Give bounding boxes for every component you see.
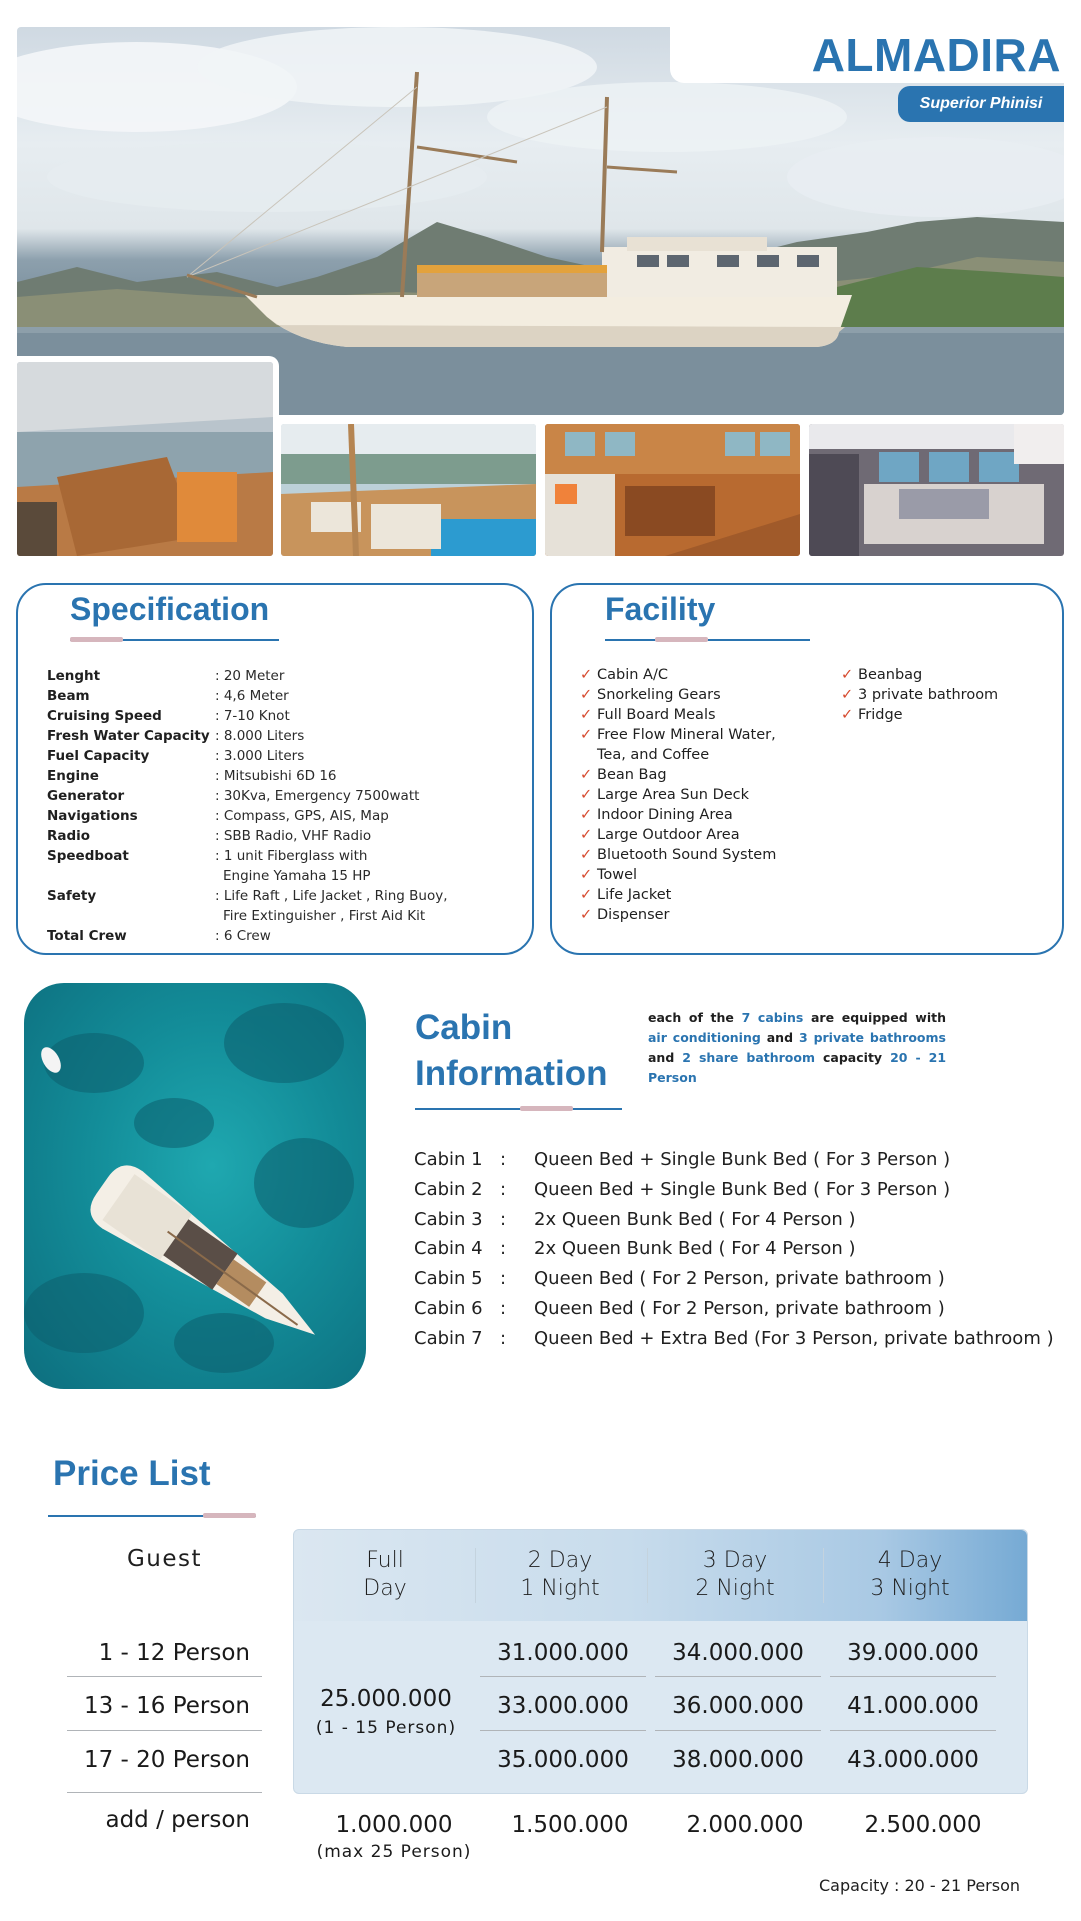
add-person-full: 1.000.000: [335, 1812, 453, 1838]
cabin-colon: :: [500, 1298, 507, 1319]
header-line: 2 Day: [527, 1548, 593, 1573]
header-line: 2 Night: [695, 1576, 775, 1601]
facility-label: Beanbag: [858, 667, 923, 683]
facility-item: [841, 665, 922, 685]
cabin-colon: :: [500, 1208, 507, 1230]
spec-value: : 3.000 Liters: [215, 748, 305, 764]
facility-label: Cabin A/C: [597, 667, 668, 683]
spec-value: : 4,6 Meter: [215, 688, 289, 704]
row-divider: [67, 1676, 262, 1677]
desc-text: and: [648, 1050, 675, 1065]
spec-value-continued: Fire Extinguisher , First Aid Kit: [223, 908, 426, 924]
facility-label: Free Flow Mineral Water,: [597, 727, 776, 743]
cabin-name: Cabin 7: [414, 1327, 483, 1349]
facility-item: [580, 705, 716, 725]
checkmark-icon: ✓: [580, 787, 593, 803]
spec-label: Engine: [47, 768, 99, 784]
header-line: 3 Night: [870, 1576, 950, 1601]
facility-item: [580, 865, 637, 885]
spec-label: Speedboat: [47, 848, 129, 864]
facility-label: Fridge: [858, 707, 903, 723]
header-separator: [475, 1548, 476, 1603]
checkmark-icon: ✓: [841, 667, 854, 683]
add-person-4d3n: 2.500.000: [864, 1812, 982, 1838]
row-divider: [830, 1730, 996, 1731]
desc-text: each of the: [648, 1010, 734, 1025]
header-line: 3 Day: [702, 1548, 768, 1573]
facility-label: Large Area Sun Deck: [597, 787, 750, 803]
facility-underline-accent: [655, 637, 708, 642]
full-day-price: 25.000.000: [320, 1686, 452, 1712]
facility-item: [841, 685, 998, 705]
facility-label: Towel: [597, 867, 638, 883]
cabin-name: Cabin 5: [414, 1268, 483, 1290]
specification-title: Specification: [70, 591, 270, 627]
facility-item: [580, 665, 668, 685]
desc-highlight-share-bath: 2 share bathroom: [682, 1050, 816, 1065]
price-cell: 39.000.000: [847, 1640, 979, 1666]
cabin-val: 2x Queen Bunk Bed ( For 4 Person ): [534, 1208, 856, 1230]
facility-label: Snorkeling Gears: [597, 687, 721, 703]
guest-row-1: 1 - 12 Person: [98, 1640, 250, 1666]
header-full-day: [305, 1547, 465, 1603]
cabin-colon: :: [500, 1238, 507, 1260]
facility-item: [580, 845, 776, 865]
facility-label: Indoor Dining Area: [597, 807, 733, 823]
cabin-title-line2: Information: [415, 1054, 608, 1093]
price-cell: 41.000.000: [847, 1693, 979, 1719]
row-divider: [67, 1792, 262, 1793]
spec-label: Safety: [47, 888, 97, 904]
brand-title: ALMADIRA: [811, 29, 1061, 81]
price-cell: 43.000.000: [847, 1747, 979, 1773]
facility-item: [580, 825, 740, 845]
facility-label: Dispenser: [597, 907, 670, 923]
price-list-title: Price List: [53, 1454, 211, 1493]
desc-text: capacity: [823, 1050, 883, 1065]
cabin-val: Queen Bed + Single Bunk Bed ( For 3 Person ): [534, 1149, 951, 1170]
facility-item: [580, 785, 749, 805]
cabin-name: Cabin 1: [414, 1149, 483, 1170]
price-underline-accent: [203, 1513, 256, 1518]
cabin-val: Queen Bed ( For 2 Person, private bathroom ): [534, 1298, 945, 1319]
add-person-3d2n: 2.000.000: [686, 1812, 804, 1838]
facility-label: 3 private bathroom: [858, 687, 999, 703]
spec-value: : 1 unit Fiberglass with: [215, 848, 368, 864]
facility-label: Full Board Meals: [597, 707, 716, 723]
checkmark-icon: ✓: [580, 707, 593, 723]
desc-text: and: [766, 1030, 794, 1045]
checkmark-icon: ✓: [580, 907, 593, 923]
facility-item: [580, 745, 709, 765]
cabin-title-line1: Cabin: [415, 1008, 513, 1047]
facility-item: [580, 725, 776, 745]
desc-text: are equipped with: [810, 1010, 946, 1025]
spec-value: : Mitsubishi 6D 16: [215, 768, 337, 784]
header-line: 1 Night: [520, 1576, 600, 1601]
sun-deck-photo: [281, 424, 536, 556]
cabin-name: Cabin 3: [414, 1208, 483, 1230]
desc-highlight-cabins: 7 cabins: [741, 1010, 804, 1025]
spec-label: Radio: [47, 828, 91, 844]
header-line: Day: [363, 1576, 407, 1601]
row-divider: [480, 1730, 646, 1731]
checkmark-icon: ✓: [580, 667, 593, 683]
spec-value: : 6 Crew: [215, 928, 271, 944]
price-cell: 33.000.000: [497, 1693, 629, 1719]
capacity-note: Capacity : 20 - 21 Person: [819, 1876, 1020, 1895]
header-3d2n: [655, 1547, 815, 1603]
header-2d1n: [480, 1547, 640, 1603]
desc-highlight-private-bath: 3 private bathrooms: [798, 1030, 946, 1045]
header-line: Full: [366, 1548, 404, 1573]
cabin-val: Queen Bed ( For 2 Person, private bathroom ): [534, 1268, 945, 1290]
spec-label: Cruising Speed: [47, 708, 162, 724]
facility-title: Facility: [605, 591, 716, 627]
aerial-boat-photo: [24, 983, 366, 1389]
row-divider: [480, 1676, 646, 1677]
spec-label: Fresh Water Capacity: [47, 728, 210, 744]
spec-value-continued: Engine Yamaha 15 HP: [223, 868, 371, 884]
checkmark-icon: ✓: [580, 807, 593, 823]
header-4d3n: [830, 1547, 990, 1603]
spec-value: : 8.000 Liters: [215, 728, 305, 744]
price-cell: 31.000.000: [497, 1640, 629, 1666]
cabin-val: Queen Bed + Extra Bed (For 3 Person, private bathroom ): [534, 1327, 1054, 1349]
spec-label: Lenght: [47, 668, 101, 684]
desc-highlight-ac: air conditioning: [648, 1030, 761, 1045]
facility-item: [841, 705, 903, 725]
row-divider: [830, 1676, 996, 1677]
row-divider: [655, 1676, 821, 1677]
cabin-name: Cabin 4: [414, 1238, 483, 1260]
guest-row-3: 17 - 20 Person: [83, 1747, 250, 1773]
price-cell: 35.000.000: [497, 1747, 629, 1773]
facility-label: Life Jacket: [597, 887, 672, 903]
spec-value: : Life Raft , Life Jacket , Ring Buoy,: [215, 888, 448, 904]
cabin-val: Queen Bed + Single Bunk Bed ( For 3 Person ): [534, 1178, 951, 1200]
price-cell: 36.000.000: [672, 1693, 804, 1719]
facility-item: [580, 765, 667, 785]
spec-value: : SBB Radio, VHF Radio: [215, 828, 372, 844]
header-separator: [823, 1548, 824, 1603]
cabin-description: [648, 1008, 946, 1088]
specification-underline-accent: [70, 637, 123, 642]
price-cell: 34.000.000: [672, 1640, 804, 1666]
add-person-full-note: (max 25 Person): [316, 1842, 472, 1862]
facility-item: [580, 685, 721, 705]
desc-highlight-capacity: 20 - 21 Person: [648, 1050, 947, 1085]
checkmark-icon: ✓: [580, 847, 593, 863]
add-person-2d1n: 1.500.000: [511, 1812, 629, 1838]
cabin-underline-accent: [520, 1106, 573, 1111]
facility-item: [580, 805, 733, 825]
facility-label: Tea, and Coffee: [597, 747, 710, 763]
brand-subtitle-badge: Superior Phinisi: [898, 86, 1064, 122]
checkmark-icon: ✓: [841, 707, 854, 723]
cabin-colon: :: [500, 1149, 507, 1170]
cabin-colon: :: [500, 1178, 507, 1200]
spec-value: : 30Kva, Emergency 7500watt: [215, 788, 420, 804]
checkmark-icon: ✓: [580, 827, 593, 843]
row-divider: [67, 1730, 262, 1731]
facility-label: Bean Bag: [597, 767, 667, 783]
spec-label: Beam: [47, 688, 90, 704]
header-separator: [647, 1548, 648, 1603]
spec-label: Navigations: [47, 808, 138, 824]
cabin-underline: [415, 1108, 622, 1110]
facility-label: Large Outdoor Area: [597, 827, 740, 843]
guest-row-add: add / person: [105, 1807, 250, 1833]
cabin-val: 2x Queen Bunk Bed ( For 4 Person ): [534, 1238, 856, 1260]
indoor-lounge-photo: [545, 424, 800, 556]
spec-value: : Compass, GPS, AIS, Map: [215, 808, 389, 824]
facility-item: [580, 885, 671, 905]
header-line: 4 Day: [877, 1548, 943, 1573]
spec-value: : 7-10 Knot: [215, 708, 290, 724]
checkmark-icon: ✓: [580, 767, 593, 783]
cabin-bedroom-photo: [809, 424, 1064, 556]
spec-value: : 20 Meter: [215, 668, 285, 684]
cabin-name: Cabin 2: [414, 1178, 483, 1200]
checkmark-icon: ✓: [580, 727, 593, 743]
spec-label: Total Crew: [47, 928, 127, 944]
cabin-colon: :: [500, 1327, 507, 1349]
price-cell: 38.000.000: [672, 1747, 804, 1773]
guest-row-2: 13 - 16 Person: [83, 1693, 250, 1719]
checkmark-icon: ✓: [841, 687, 854, 703]
guest-header: Guest: [126, 1546, 203, 1572]
checkmark-icon: ✓: [580, 687, 593, 703]
row-divider: [655, 1730, 821, 1731]
checkmark-icon: ✓: [580, 887, 593, 903]
deck-dining-photo: [17, 362, 273, 556]
full-day-note: (1 - 15 Person): [315, 1718, 457, 1738]
checkmark-icon: ✓: [580, 867, 593, 883]
facility-item: [580, 905, 670, 925]
cabin-name: Cabin 6: [414, 1298, 483, 1319]
spec-label: Fuel Capacity: [47, 748, 150, 764]
facility-label: Bluetooth Sound System: [597, 847, 777, 863]
spec-label: Generator: [47, 788, 125, 804]
cabin-colon: :: [500, 1268, 507, 1290]
